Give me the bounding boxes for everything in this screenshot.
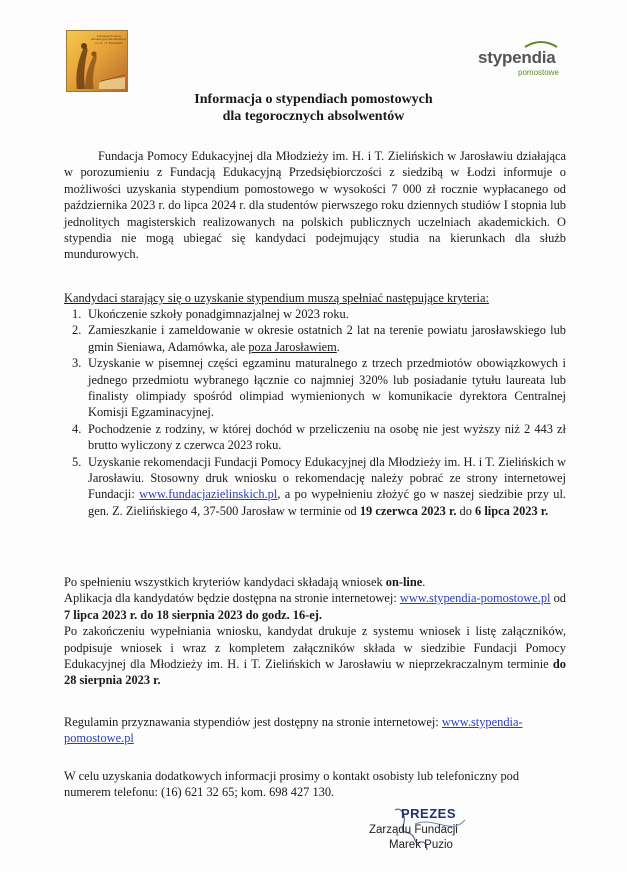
stypendia-pomostowe-logo: [478, 44, 568, 78]
criteria-text: do: [456, 503, 476, 518]
online-paragraph-1: [64, 574, 566, 590]
signature-name: Marek Puzio: [389, 839, 453, 851]
title-line-2: dla tegorocznych absolwentów: [222, 109, 405, 124]
criteria-text: .: [336, 339, 340, 354]
criteria-item-3: [64, 355, 566, 421]
deadline-date: do 28 sierpnia 2023 r.: [64, 657, 566, 688]
date-start: 19 czerwca 2023 r.: [359, 503, 457, 518]
criteria-item-2: [64, 322, 566, 355]
brand-bridge-icon: [523, 40, 559, 48]
criteria-text: Zamieszkanie i zameldowanie w okresie ostatnich 2 lat na terenie powiatu jarosławskiego lub gmin Sieniawa, Adamówka, ale: [88, 323, 566, 354]
criteria-text: Pochodzenie z rodziny, w której dochód w przeliczeniu na osobę nie jest wyższy niż 2 443 zł brutto wyliczony z czerwca 2023 roku.: [88, 421, 566, 453]
foundation-logo-text: Fundacja Pomocy Edukacyjnej dla Młodzieży im. H. i T. Zielińskich: [91, 34, 127, 45]
criteria-heading: Kandydaci starający się o uzyskanie stypendium muszą spełniać następujące kryteria:: [64, 291, 489, 305]
regulations-paragraph: [64, 714, 566, 747]
signature-block: [355, 806, 515, 866]
online-paragraph-2: [64, 590, 566, 623]
criteria-number: 3.: [72, 356, 82, 371]
criteria-number: 4.: [72, 421, 82, 436]
brand-name: stypendia: [478, 48, 556, 67]
contact-paragraph: W celu uzyskania dodatkowych informacji prosimy o kontakt osobisty lub telefoniczny pod numerem telefonu: (16) 621 32 65; kom. 698 427 130.: [64, 769, 520, 800]
criteria-text: Uzyskanie rekomendacji Fundacji Pomocy Edukacyjnej dla Młodzieży im. H. i T. Zielińskich w Jarosławiu. Stosowny druk wniosku o rekomendację należy pobrać ze strony internetowej Fundacji:: [88, 454, 566, 502]
criteria-item-5: [64, 454, 566, 520]
criteria-item-4: [64, 421, 566, 454]
online-text: Aplikacja dla kandydatów będzie dostępna na stronie internetowej:: [64, 591, 400, 606]
criteria-list: [64, 306, 566, 519]
criteria-text: Uzyskanie w pisemnej części egzaminu maturalnego z trzech przedmiotów obowiązkowych i jednego przedmiotu wybranego łącznie co najmniej 320% lub posiadanie tytułu laureata lub finalisty olimpiady spośród olimpiad wymienionych w komunikacie dyrektora Centralnej Komisji Egzaminacyjnej.: [88, 356, 566, 420]
application-dates: 7 lipca 2023 r. do 18 sierpnia 2023 do godz. 16-ej.: [64, 607, 323, 622]
regulations-text: Regulamin przyznawania stypendiów jest dostępny na stronie internetowej:: [64, 715, 442, 729]
criteria-text: , a po wypełnieniu złożyć go w naszej siedzibie przy ul. gen. Z. Zielińskiego 4, 37-500 Jarosław w terminie od: [88, 487, 566, 518]
online-application-section: [64, 574, 566, 689]
online-text: od: [550, 591, 566, 606]
online-bold: on-line: [385, 575, 423, 589]
foundation-logo: [66, 30, 128, 92]
signature-title: PREZES: [401, 806, 457, 821]
criteria-number: 2.: [72, 323, 82, 338]
intro-paragraph: Fundacja Pomocy Edukacyjnej dla Młodzieży im. H. i T. Zielińskich w Jarosławiu działająca w porozumieniu z Fundacją Edukacyjną Przedsiębiorczości z siedzibą w Łodzi informuje o możliwości uzyskania stypendium pomostowego w wysokości 7 000 zł rocznie wypłacanego od października 2023 r. do lipca 2024 r. dla studentów pierwszego roku dziennych studiów I stopnia lub jednolitych magisterskich realizowanych na polskich publicznych uczelniach akademickich. O stypendia nie mogą ubiegać się kandydaci podejmujący studia na kierunkach dla służb mundurowych.: [64, 149, 566, 262]
online-text: .: [422, 575, 426, 589]
criteria-number: 1.: [72, 307, 82, 321]
criteria-item-1: [64, 306, 566, 322]
signature-role: Zarządu Fundacji: [369, 824, 458, 836]
online-text: Po zakończeniu wypełniania wniosku, kandydat drukuje z systemu wniosek i listę załączników, podpisuje wniosek i wraz z kompletem załączników składa w siedzibie Fundacji Pomocy Edukacyjnej dla Młodzieży im. H. i T. Zielińskich w Jarosławiu w nieprzekraczalnym terminie: [64, 624, 566, 672]
criteria-text: Ukończenie szkoły ponadgimnazjalnej w 2023 roku.: [88, 307, 349, 321]
online-text: Po spełnieniu wszystkich kryteriów kandydaci składają wniosek: [64, 575, 386, 589]
stypendia-website-link[interactable]: www.stypendia-pomostowe.pl: [399, 591, 551, 606]
date-end: 6 lipca 2023 r.: [475, 503, 549, 518]
regulations-link[interactable]: www.stypendia-pomostowe.pl: [64, 715, 523, 746]
criteria-underlined-text: poza Jarosławiem: [248, 339, 337, 354]
title-line-1: Informacja o stypendiach pomostowych: [194, 92, 433, 107]
criteria-number: 5.: [72, 454, 82, 469]
online-paragraph-3: [64, 623, 566, 689]
page-title: [0, 91, 627, 125]
fundacja-website-link[interactable]: www.fundacjazielinskich.pl: [139, 487, 278, 502]
brand-subtitle: pomostowe: [518, 68, 559, 77]
